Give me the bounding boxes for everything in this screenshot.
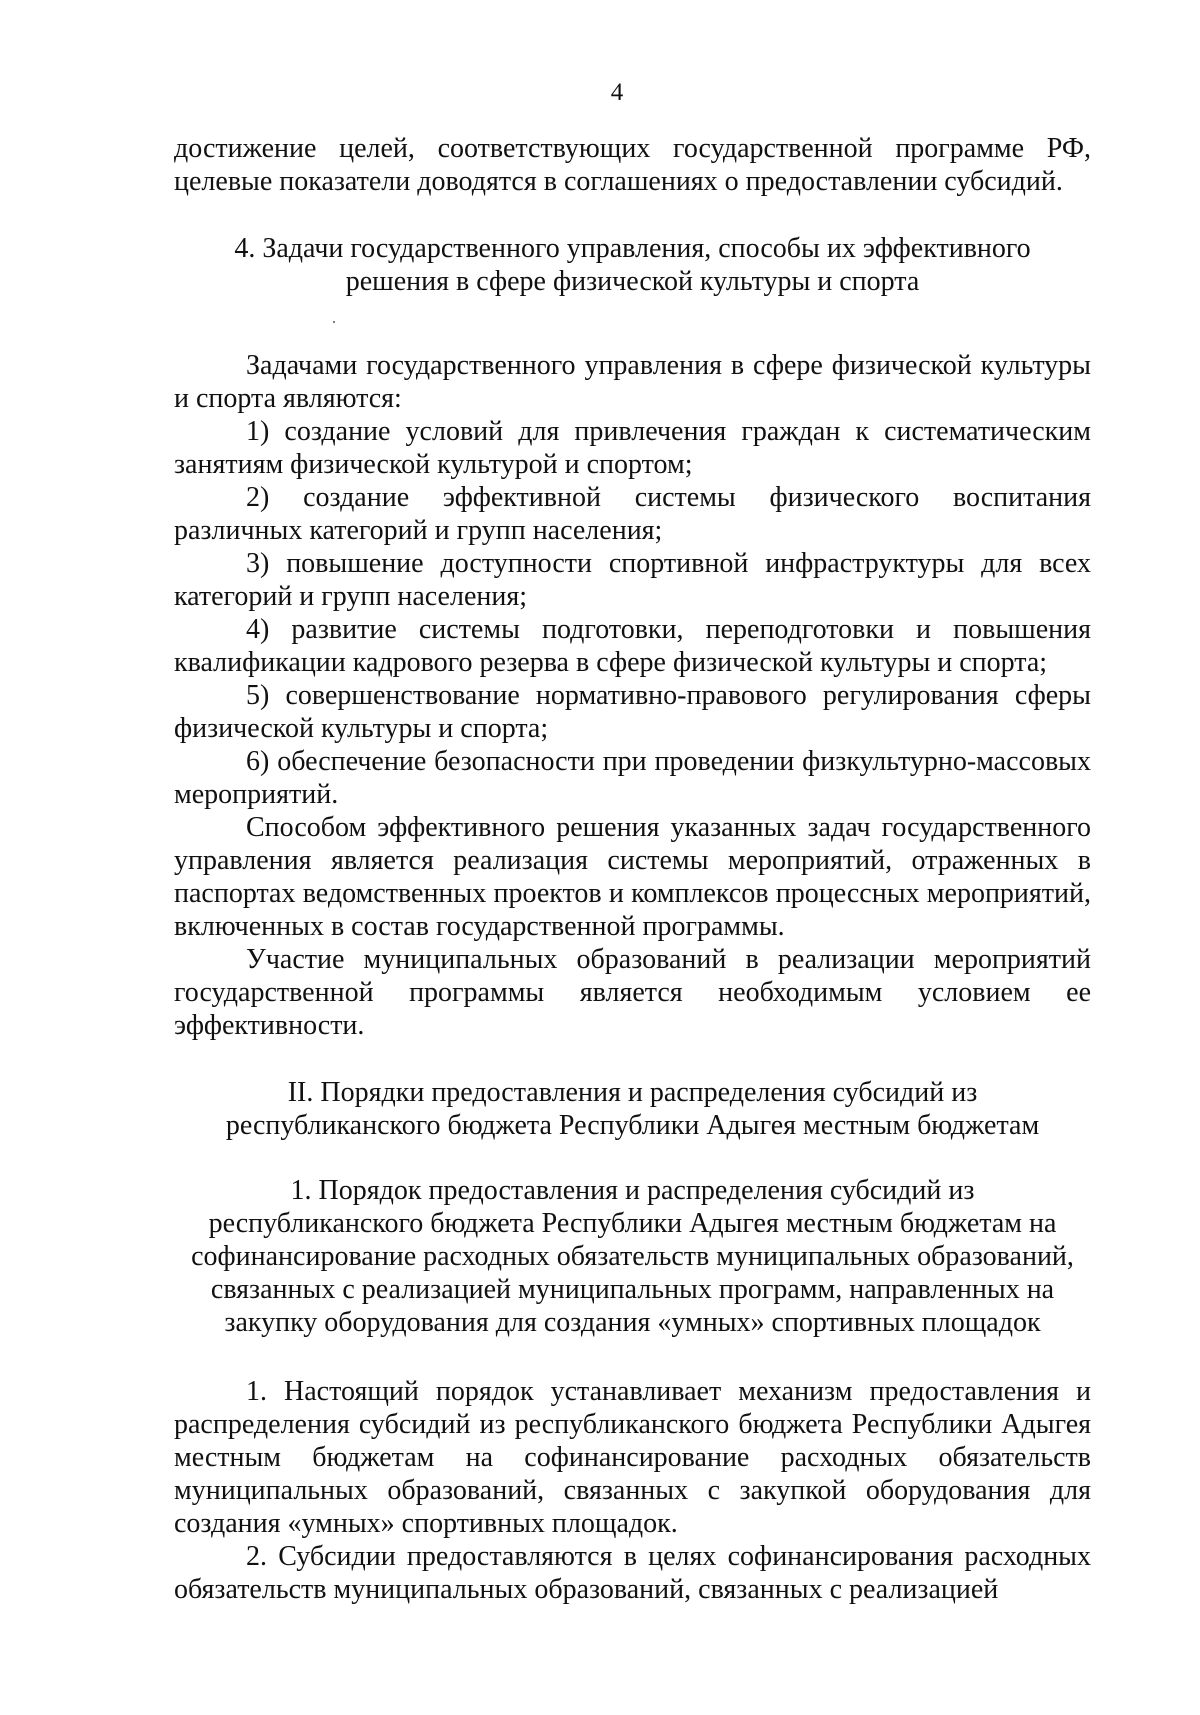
part-2-heading-line: республиканского бюджета Республики Адыгея местным бюджетам — [225, 1110, 1040, 1141]
order-1-paragraph-1: 1. Настоящий порядок устанавливает механизм предоставления и распределения субсидий из республиканского бюджета Республики Адыгея местным бюджетам на софинансирование расходных обязательств муниципальных образований, связанных с закупкой оборудования для создания «умных» спортивных площадок. — [174, 1376, 1091, 1539]
part-2-heading — [174, 1076, 1091, 1142]
spacer — [174, 1142, 1091, 1174]
order-1-heading-line: закупку оборудования для создания «умных» спортивных площадок — [224, 1307, 1041, 1338]
task-item-2: 2) создание эффективной системы физического воспитания различных категорий и групп населения; — [174, 482, 1091, 546]
tasks-intro-paragraph: Задачами государственного управления в сфере физической культуры и спорта являются: — [174, 350, 1091, 414]
task-item-1: 1) создание условий для привлечения граждан к систематическим занятиям физической культурой и спортом; — [174, 416, 1091, 480]
task-item-5: 5) совершенствование нормативно-правового регулирования сферы физической культуры и спорта; — [174, 680, 1091, 744]
section-4-heading-line: 4. Задачи государственного управления, способы их эффективного — [234, 233, 1031, 264]
task-item-6: 6) обеспечение безопасности при проведении физкультурно-массовых мероприятий. — [174, 746, 1091, 810]
order-1-heading-line: 1. Порядок предоставления и распределения субсидий из — [290, 1175, 975, 1206]
task-item-4: 4) развитие системы подготовки, переподготовки и повышения квалификации кадрового резерва в сфере физической культуры и спорта; — [174, 614, 1091, 678]
participation-paragraph: Участие муниципальных образований в реализации мероприятий государственной программы является необходимым условием ее эффективности. — [174, 944, 1091, 1041]
order-1-heading-line: софинансирование расходных обязательств муниципальных образований, — [191, 1241, 1074, 1272]
order-1-heading-line: связанных с реализацией муниципальных программ, направленных на — [210, 1274, 1055, 1305]
spacer — [174, 198, 1091, 232]
order-1-heading-line: республиканского бюджета Республики Адыгея местным бюджетам на — [208, 1208, 1057, 1239]
spacer — [174, 298, 1091, 349]
page-number: 4 — [610, 79, 624, 106]
section-4-heading-line: решения в сфере физической культуры и спорта — [345, 266, 920, 297]
document-body — [174, 132, 1091, 1606]
part-2-heading-line: II. Порядки предоставления и распределения субсидий из — [287, 1077, 978, 1108]
intro-paragraph: достижение целей, соответствующих государственной программе РФ, целевые показатели доводятся в соглашениях о предоставлении субсидий. — [174, 133, 1091, 197]
task-item-3: 3) повышение доступности спортивной инфраструктуры для всех категорий и групп населения; — [174, 548, 1091, 612]
method-paragraph: Способом эффективного решения указанных задач государственного управления является реализация системы мероприятий, отраженных в паспортах ведомственных проектов и комплексов процессных мероприятий, включенных в состав государственной программы. — [174, 812, 1091, 942]
order-1-heading — [174, 1174, 1091, 1339]
section-4-heading — [174, 232, 1091, 298]
order-1-paragraph-2: 2. Субсидии предоставляются в целях софинансирования расходных обязательств муниципальных образований, связанных с реализацией — [174, 1541, 1091, 1605]
spacer — [174, 1339, 1091, 1375]
spacer — [174, 1042, 1091, 1076]
